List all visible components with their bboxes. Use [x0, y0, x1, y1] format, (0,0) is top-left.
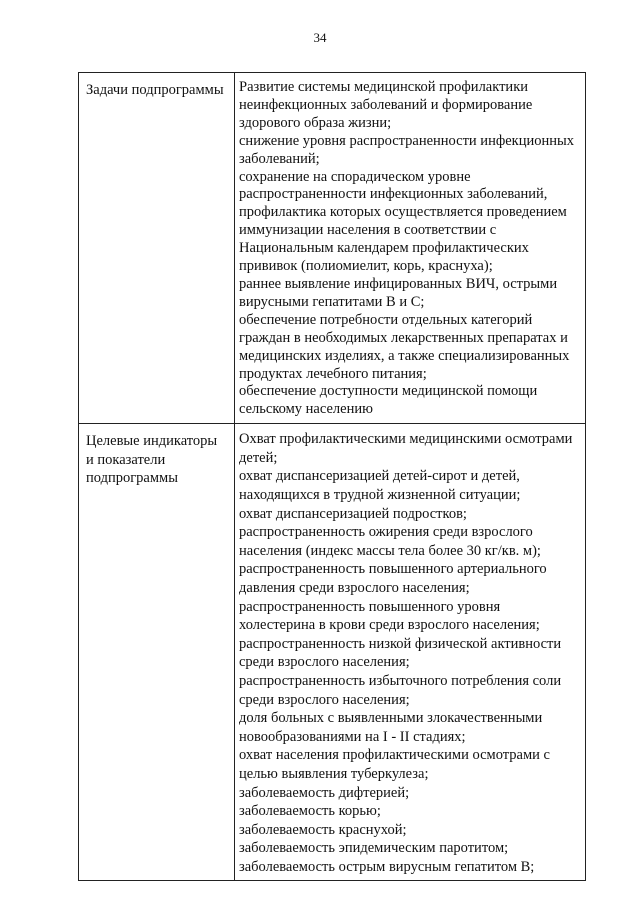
content-line: охват диспансеризацией детей-сирот и детей,	[239, 468, 520, 485]
content-line: новообразованиями на I - II стадиях;	[239, 728, 466, 745]
content-line: вирусными гепатитами В и С;	[239, 293, 425, 310]
content-line: заболеваемость корью;	[239, 803, 381, 820]
content-line: среди взрослого населения;	[239, 691, 410, 708]
content-line: заболеваемость краснухой;	[239, 821, 407, 838]
content-line: обеспечение потребности отдельных категорий	[239, 311, 533, 328]
content-line: заболеваемость дифтерией;	[239, 784, 410, 801]
content-line: продуктах лечебного питания;	[239, 365, 427, 382]
page-number: 34	[313, 30, 327, 45]
content-line: раннее выявление инфицированных ВИЧ, острыми	[239, 275, 558, 292]
row-content-indicators	[235, 424, 585, 880]
content-line: населения (индекс массы тела более 30 кг/кв. м);	[239, 542, 541, 559]
content-line: охват населения профилактическими осмотрами с	[239, 747, 550, 764]
content-line: медицинских изделиях, а также специализированных	[239, 347, 570, 364]
content-line: Охват профилактическими медицинскими осмотрами	[239, 431, 573, 448]
row-label-indicators	[79, 424, 235, 880]
content-line: профилактика которых осуществляется проведением	[239, 204, 567, 221]
content-line: детей;	[239, 449, 278, 466]
content-line: Национальным календарем профилактических	[239, 240, 529, 257]
content-line: Развитие системы медицинской профилактики	[239, 79, 528, 95]
subprogram-table	[78, 72, 586, 881]
table-row-indicators	[79, 424, 585, 880]
table-row-tasks	[79, 73, 585, 424]
content-line: заболеваемость эпидемическим паротитом;	[239, 840, 509, 857]
content-line: распространенность повышенного уровня	[239, 598, 501, 615]
content-line: распространенность повышенного артериального	[239, 561, 547, 578]
content-line: обеспечение доступности медицинской помощи	[239, 383, 538, 400]
label-line: и показатели	[86, 451, 166, 468]
content-line: заболеваемость острым вирусным гепатитом В;	[239, 858, 535, 875]
content-line: среди взрослого населения;	[239, 654, 410, 671]
content-line: сохранение на спорадическом уровне	[239, 168, 471, 185]
content-line: распространенности инфекционных заболеваний,	[239, 186, 548, 203]
label-line: Задачи подпрограммы	[86, 82, 224, 98]
row-label-tasks	[79, 73, 235, 423]
content-line: граждан в необходимых лекарственных препаратах и	[239, 329, 568, 346]
content-line: прививок (полиомиелит, корь, краснуха);	[239, 258, 493, 275]
content-line: холестерина в крови среди взрослого населения;	[239, 617, 540, 634]
label-line: Целевые индикаторы	[86, 433, 218, 450]
row-content-tasks	[235, 73, 585, 423]
content-line: доля больных с выявленными злокачественными	[239, 710, 543, 727]
content-line: распространенность избыточного потребления соли	[239, 672, 562, 689]
content-line: иммунизации населения в соответствии с	[239, 222, 497, 239]
content-line: охват диспансеризацией подростков;	[239, 505, 467, 522]
content-line: находящихся в трудной жизненной ситуации;	[239, 487, 521, 503]
label-line: подпрограммы	[86, 470, 178, 487]
content-line: снижение уровня распространенности инфекционных	[239, 132, 574, 149]
content-line: заболеваний;	[239, 150, 320, 167]
content-line: распространенность ожирения среди взрослого	[239, 524, 533, 541]
content-line: целью выявления туберкулеза;	[239, 765, 429, 782]
content-line: неинфекционных заболеваний и формирование	[239, 96, 533, 113]
content-line: распространенность низкой физической активности	[239, 635, 562, 652]
content-line: здорового образа жизни;	[239, 114, 392, 131]
content-line: давления среди взрослого населения;	[239, 579, 470, 596]
content-line: сельскому населению	[239, 401, 373, 418]
